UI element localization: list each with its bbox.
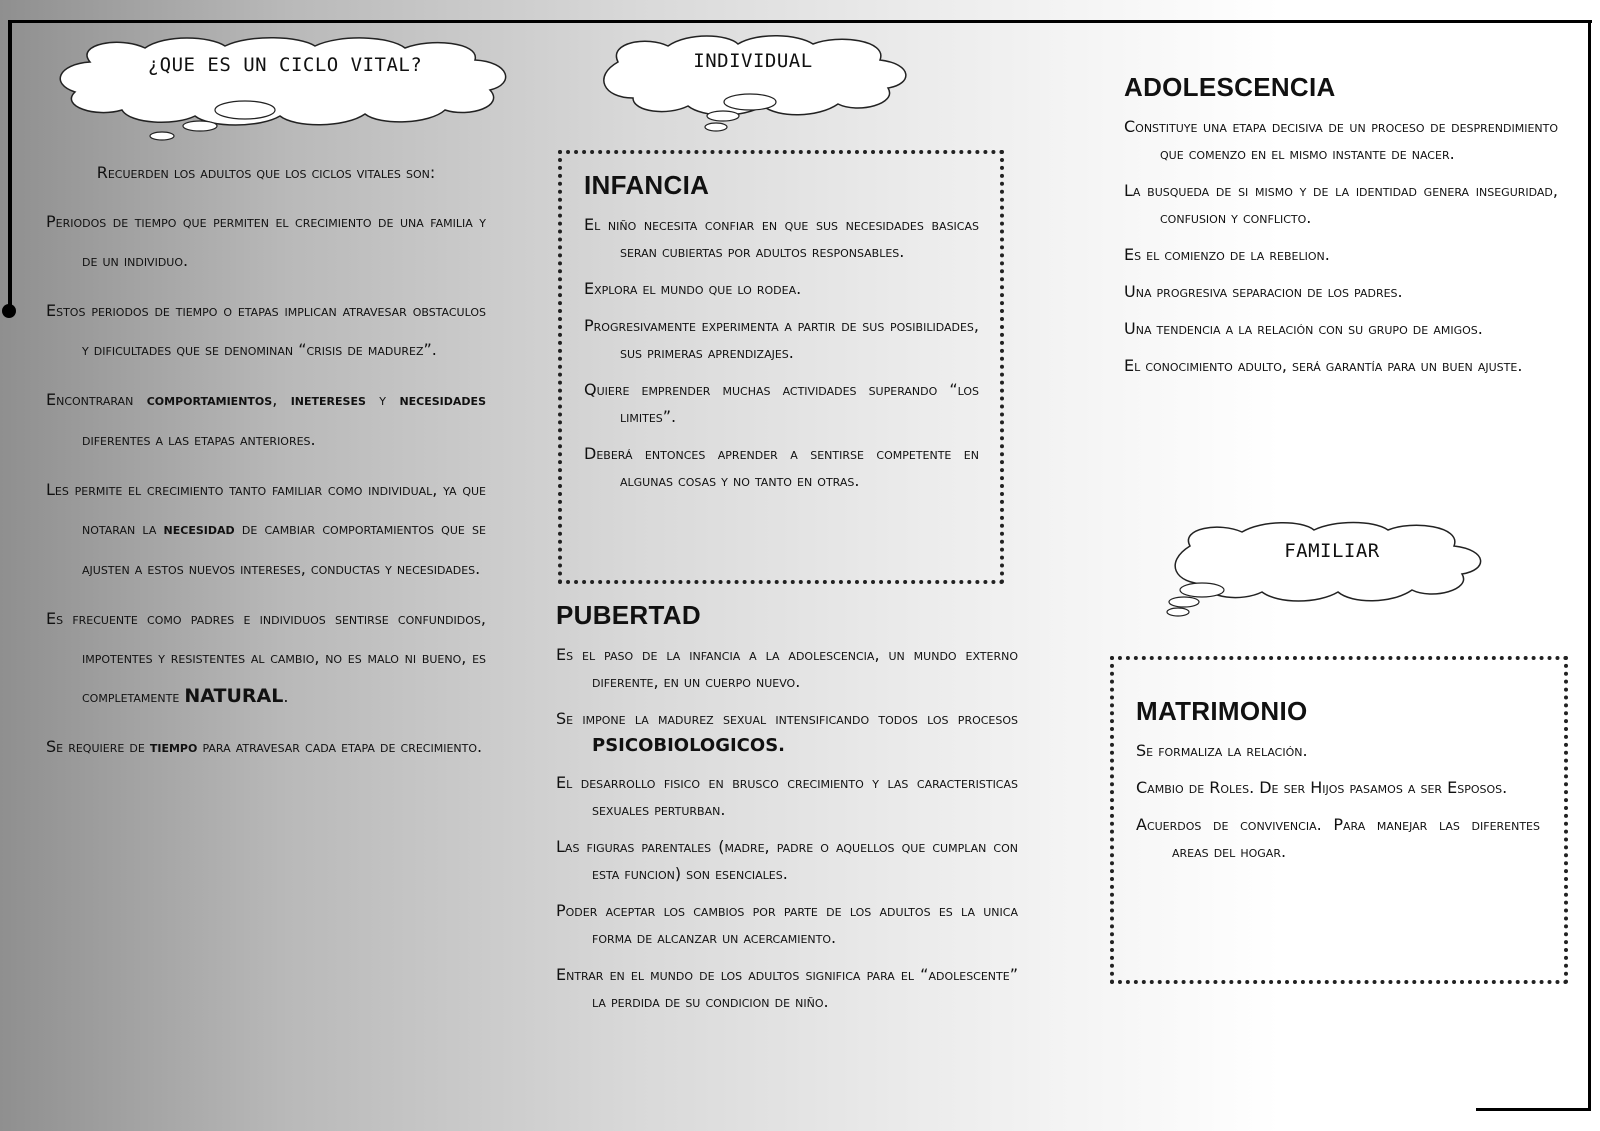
matrimonio-item: Cambio de Roles. De ser Hijos pasamos a ser Esposos. bbox=[1136, 778, 1508, 797]
pubertad-item: Las figuras parentales (madre, padre o aquellos que cumplan con esta funcion) son esenciales. bbox=[556, 837, 1018, 883]
infancia-item: Progresivamente experimenta a partir de sus posibilidades, sus primeras aprendizajes. bbox=[584, 316, 979, 362]
pubertad-item: Poder aceptar los cambios por parte de los adultos es la unica forma de alcanzar un acercamiento. bbox=[556, 901, 1018, 947]
frame-top-line bbox=[8, 20, 1592, 23]
adolescencia-item: Una tendencia a la relación con su grupo de amigos. bbox=[1124, 319, 1483, 338]
cloud-ciclo-vital bbox=[50, 34, 520, 144]
column-matrimonio bbox=[1136, 696, 1540, 875]
intro-text: Recuerden los adultos que los ciclos vitales son: bbox=[96, 163, 436, 182]
pubertad-item: Se impone la madurez sexual intensificando todos los procesos PSICOBIOLOGICOS. bbox=[556, 709, 1018, 756]
heading-infancia: INFANCIA bbox=[584, 170, 710, 200]
heading-matrimonio: MATRIMONIO bbox=[1136, 696, 1308, 726]
infancia-item: Quiere emprender muchas actividades superando “los limites”. bbox=[584, 380, 979, 426]
adolescencia-item: La busqueda de si mismo y de la identidad genera inseguridad, confusion y conflicto. bbox=[1124, 181, 1558, 227]
column-adolescencia bbox=[1124, 72, 1558, 389]
pubertad-item: Entrar en el mundo de los adultos significa para el “adolescente” la perdida de su condicion de niño. bbox=[556, 965, 1018, 1011]
adolescencia-item: Una progresiva separacion de los padres. bbox=[1124, 282, 1403, 301]
thought-cloud-icon bbox=[50, 34, 520, 144]
cloud-label-familiar: FAMILIAR bbox=[1284, 540, 1380, 562]
thought-cloud-icon bbox=[588, 32, 918, 132]
pubertad-item: Es el paso de la infancia a la adolescencia, un mundo externo diferente, en un cuerpo nuevo. bbox=[556, 645, 1018, 691]
cloud-label-individual: INDIVIDUAL bbox=[693, 50, 813, 72]
column-pubertad bbox=[556, 600, 1018, 1025]
pubertad-item: El desarrollo fisico en brusco crecimiento y las caracteristicas sexuales perturban. bbox=[556, 773, 1018, 819]
paragraph-tiempo: Se requiere de tiempo para atravesar cada etapa de crecimiento. bbox=[46, 737, 483, 756]
adolescencia-item: El conocimiento adulto, será garantía para un buen ajuste. bbox=[1124, 356, 1523, 375]
heading-pubertad: PUBERTAD bbox=[556, 600, 701, 630]
heading-adolescencia: ADOLESCENCIA bbox=[1124, 72, 1336, 102]
column-ciclo-vital bbox=[46, 152, 486, 778]
frame-dot bbox=[2, 304, 16, 318]
column-infancia bbox=[584, 170, 979, 504]
infancia-item: Deberá entonces aprender a sentirse competente en algunas cosas y no tanto en otras. bbox=[584, 444, 979, 490]
paragraph-encontraran: Encontraran comportamientos, inetereses y necesidades diferentes a las etapas anteriores. bbox=[46, 390, 486, 449]
frame-bottom-line bbox=[1476, 1108, 1591, 1111]
thought-cloud-icon bbox=[1162, 520, 1492, 620]
adolescencia-item: Es el comienzo de la rebelion. bbox=[1124, 245, 1330, 264]
cloud-familiar bbox=[1162, 520, 1492, 620]
matrimonio-item: Acuerdos de convivencia. Para manejar las diferentes areas del hogar. bbox=[1136, 815, 1540, 861]
paragraph-etapas: Estos periodos de tiempo o etapas implican atravesar obstaculos y dificultades que se denominan “crisis de madurez”. bbox=[46, 301, 486, 359]
paragraph-periodos: Periodos de tiempo que permiten el crecimiento de una familia y de un individuo. bbox=[46, 212, 486, 270]
adolescencia-item: Constituye una etapa decisiva de un proceso de desprendimiento que comenzo en el mismo instante de nacer. bbox=[1124, 117, 1558, 163]
paragraph-frecuente: Es frecuente como padres e individuos sentirse confundidos, impotentes y resistentes al cambio, no es malo ni bueno, es completamente NATURAL. bbox=[46, 609, 486, 707]
frame-right-line bbox=[1588, 20, 1591, 1110]
matrimonio-item: Se formaliza la relación. bbox=[1136, 741, 1308, 760]
cloud-individual bbox=[588, 32, 918, 132]
frame-left-line bbox=[8, 20, 12, 310]
paragraph-crecimiento: Les permite el crecimiento tanto familiar como individual, ya que notaran la necesidad de cambiar comportamientos que se ajusten a estos nuevos intereses, conductas y necesidades. bbox=[46, 480, 486, 578]
cloud-label-ciclo-vital: ¿QUE ES UN CICLO VITAL? bbox=[147, 54, 423, 76]
infancia-item: El niño necesita confiar en que sus necesidades basicas seran cubiertas por adultos responsables. bbox=[584, 215, 979, 261]
infancia-item: Explora el mundo que lo rodea. bbox=[584, 279, 802, 298]
